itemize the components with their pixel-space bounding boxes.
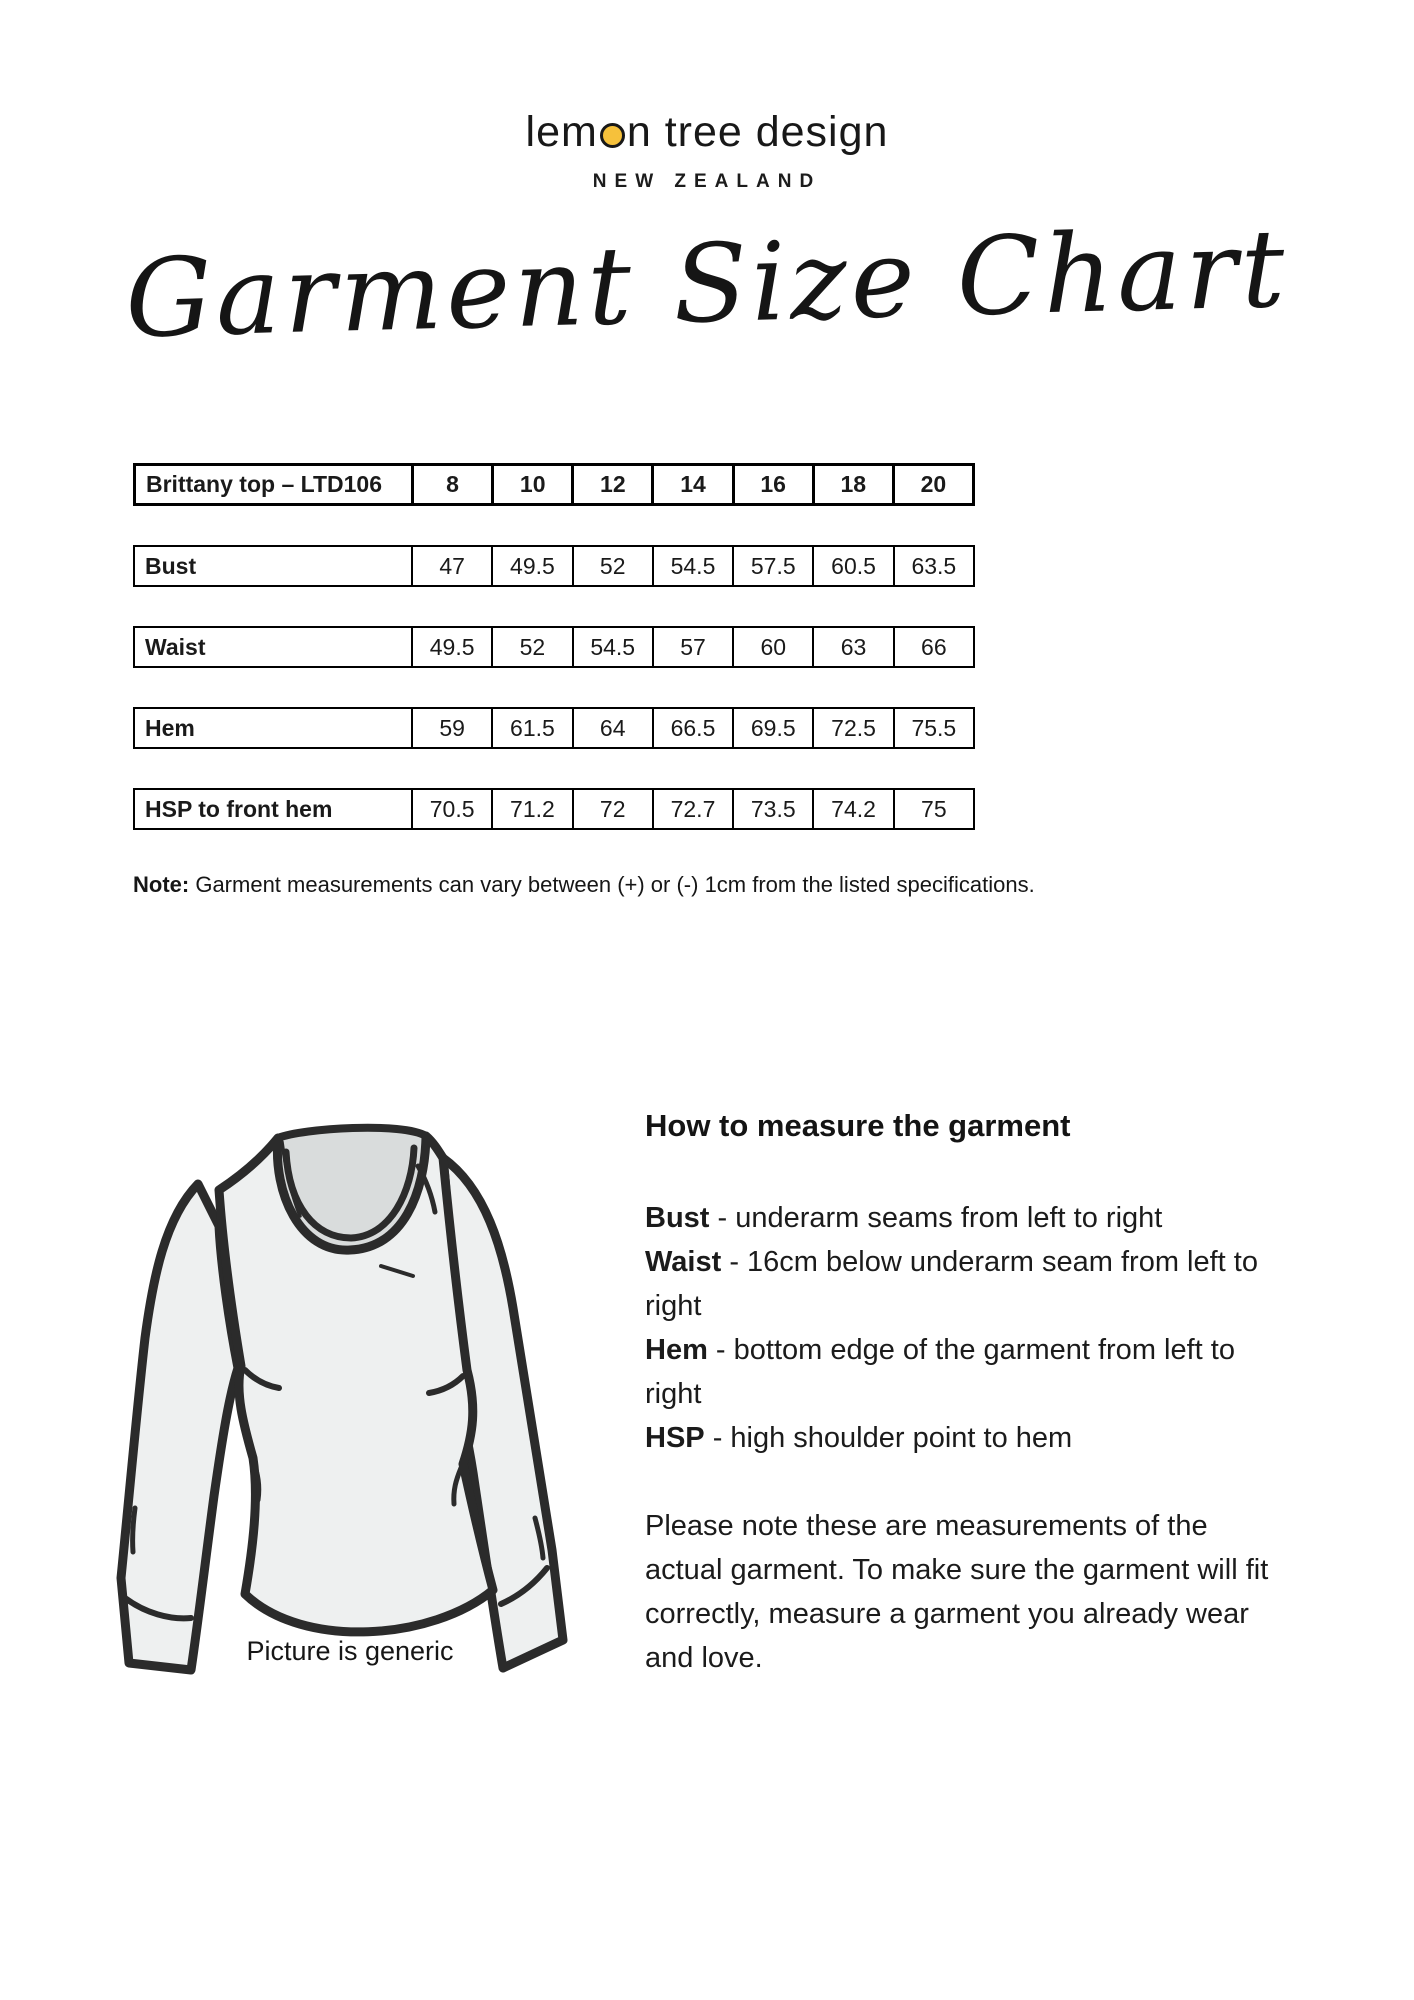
measurement-value: 57.5 xyxy=(734,547,814,585)
measurement-value: 72 xyxy=(574,790,654,828)
figure-caption: Picture is generic xyxy=(246,1636,454,1666)
definition: - 16cm below underarm seam from left to right xyxy=(645,1246,1258,1322)
table-row-hsp xyxy=(133,788,975,830)
lemon-dot-icon xyxy=(600,123,625,148)
brand-name-pre: lem xyxy=(525,108,598,156)
measurement-value: 75 xyxy=(921,795,947,822)
brand-logo xyxy=(0,108,1414,193)
row-label: Bust xyxy=(135,547,413,585)
garment-illustration xyxy=(95,1078,605,1698)
measurement-value: 52 xyxy=(493,628,573,666)
measurement-value: 75.5 xyxy=(911,714,957,741)
how-to-item-hem xyxy=(645,1328,1285,1416)
brand-name xyxy=(0,108,1414,157)
term: Bust xyxy=(645,1202,710,1234)
measurement-value: 63 xyxy=(814,628,894,666)
measurement-value: 61.5 xyxy=(493,709,573,747)
how-to-paragraph: Please note these are measurements of the actual garment. To make sure the garment will fit correctly, measure a garment you already wear and love. xyxy=(645,1510,1269,1674)
table-row-bust xyxy=(133,545,975,587)
note-text: Garment measurements can vary between (+) or (-) 1cm from the listed specifications. xyxy=(189,872,1035,897)
measurement-value: 72.7 xyxy=(654,790,734,828)
measurement-value: 73.5 xyxy=(734,790,814,828)
size-header: 18 xyxy=(815,466,895,503)
definition: - high shoulder point to hem xyxy=(704,1422,1073,1454)
term: HSP xyxy=(645,1422,705,1454)
measurement-value: 71.2 xyxy=(493,790,573,828)
size-header: 12 xyxy=(574,466,654,503)
definition: - bottom edge of the garment from left to right xyxy=(645,1334,1235,1410)
how-to-item-waist xyxy=(645,1240,1285,1328)
how-to-item-hsp xyxy=(645,1416,1285,1460)
measurement-value: 57 xyxy=(654,628,734,666)
table-row-waist xyxy=(133,626,975,668)
measurement-value: 70.5 xyxy=(413,790,493,828)
term: Waist xyxy=(645,1246,722,1278)
row-label: Waist xyxy=(135,628,413,666)
table-header-row xyxy=(133,463,975,506)
page-title: Garment Size Chart xyxy=(123,206,1291,363)
brand-name-post: n tree design xyxy=(626,108,889,156)
size-table xyxy=(133,463,975,869)
note-label: Note: xyxy=(133,872,190,897)
measurement-value: 64 xyxy=(574,709,654,747)
measurement-value: 72.5 xyxy=(814,709,894,747)
product-name: Brittany top – LTD106 xyxy=(136,466,414,503)
measurement-value: 54.5 xyxy=(574,628,654,666)
size-header: 16 xyxy=(735,466,815,503)
size-header: 14 xyxy=(654,466,734,503)
measurement-value: 49.5 xyxy=(413,628,493,666)
how-to-heading: How to measure the garment xyxy=(645,1108,1071,1143)
measurement-value: 52 xyxy=(574,547,654,585)
measurement-value: 74.2 xyxy=(814,790,894,828)
row-label: HSP to front hem xyxy=(135,790,413,828)
definition: - underarm seams from left to right xyxy=(709,1202,1163,1234)
size-header: 20 xyxy=(920,471,947,497)
term: Hem xyxy=(645,1334,708,1366)
measurement-value: 60.5 xyxy=(814,547,894,585)
measurement-value: 63.5 xyxy=(911,552,957,579)
size-header: 10 xyxy=(494,466,574,503)
measurement-value: 47 xyxy=(413,547,493,585)
measurement-value: 66 xyxy=(921,633,947,660)
measurement-value: 66.5 xyxy=(654,709,734,747)
measurement-value: 54.5 xyxy=(654,547,734,585)
row-label: Hem xyxy=(135,709,413,747)
measurement-value: 60 xyxy=(734,628,814,666)
measurement-value: 69.5 xyxy=(734,709,814,747)
how-to-items xyxy=(645,1196,1285,1460)
how-to-item-bust xyxy=(645,1196,1285,1240)
size-header: 8 xyxy=(414,466,494,503)
how-to-section xyxy=(645,1108,1285,1680)
measurement-value: 49.5 xyxy=(493,547,573,585)
table-row-hem xyxy=(133,707,975,749)
measurement-value: 59 xyxy=(413,709,493,747)
tolerance-note xyxy=(133,872,1283,898)
garment-figure xyxy=(95,1078,605,1698)
brand-country: NEW ZEALAND xyxy=(592,171,822,192)
